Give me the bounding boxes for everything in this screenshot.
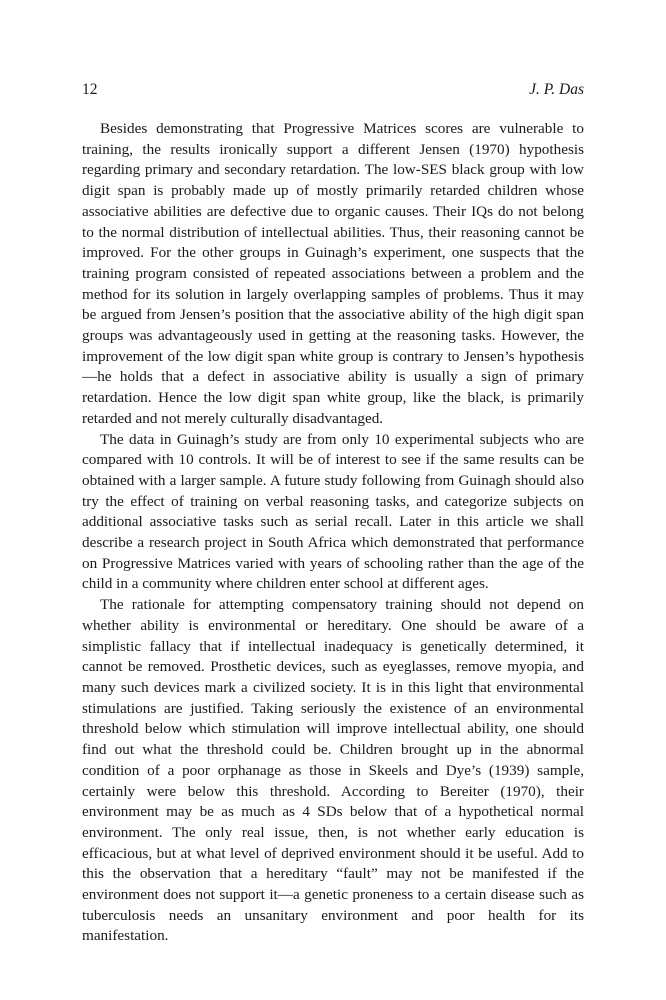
paragraph: The data in Guinagh’s study are from only 10 experimental subjects who are compared with 10 controls. It will be of interest to see if the same results can be obtained with a larger sample. A future study following from Guinagh should also try the effect of training on verbal reasoning tasks, and categorize subjects on additional associative tasks such as serial recall. Later in this article we shall describe a research project in South Africa which demonstrated that performance on Progressive Matrices varied with years of schooling rather than the age of the child in a community where children enter school at different ages. [82,430,584,593]
page-number: 12 [82,81,98,98]
paragraph: The rationale for attempting compensatory training should not depend on whether ability is environmental or hereditary. One should be aware of a simplistic fallacy that if intellectual inadequacy is genetically determined, it cannot be removed. Prosthetic devices, such as eyeglasses, remove myopia, and many such devices mark a civilized society. It is in this light that environmental stimulations are justified. Taking seriously the existence of an environmental threshold below which stimulation will improve intellectual ability, one should find out what the threshold could be. Children brought up in the abnormal condition of a poor orphanage as those in Skeels and Dye’s (1939) sample, certainly were below this threshold. According to Bereiter (1970), their environment may be as much as 4 SDs below that of a hypothetical normal environment. The only real issue, then, is not whether early education is efficacious, but at what level of deprived environment should it be useful. Add to this the observation that a hereditary “fault” may not be manifested if the environment does not support it—a genetic proneness to a certain disease such as tuberculosis needs an unsanitary environment and poor health for its manifestation. [82,596,584,945]
paragraph: Besides demonstrating that Progressive Matrices scores are vulnerable to training, the results ironically support a different Jensen (1970) hypothesis regarding primary and secondary retardation. The low-SES black group with low digit span is probably made up of mostly primarily retarded children whose associative abilities are defective due to organic causes. Their IQs do not belong to the normal distribution of intellectual abilities. Thus, their reasoning cannot be improved. For the other groups in Guinagh’s experiment, one suspects that the training program consisted of repeated associations between a problem and the method for its solution in largely overlapping samples of problems. Thus it may be argued from Jensen’s position that the associative ability of the high digit span groups was advantageously used in getting at the reasoning tasks. However, the improvement of the low digit span white group is contrary to Jensen’s hypothesis—he holds that a defect in associative ability is usually a sign of primary retardation. Hence the low digit span white group, like the black, is primarily retarded and not merely culturally disadvantaged. [82,120,584,427]
body-text [82,119,584,947]
running-head [82,80,584,100]
running-head-author: J. P. Das [529,81,584,98]
